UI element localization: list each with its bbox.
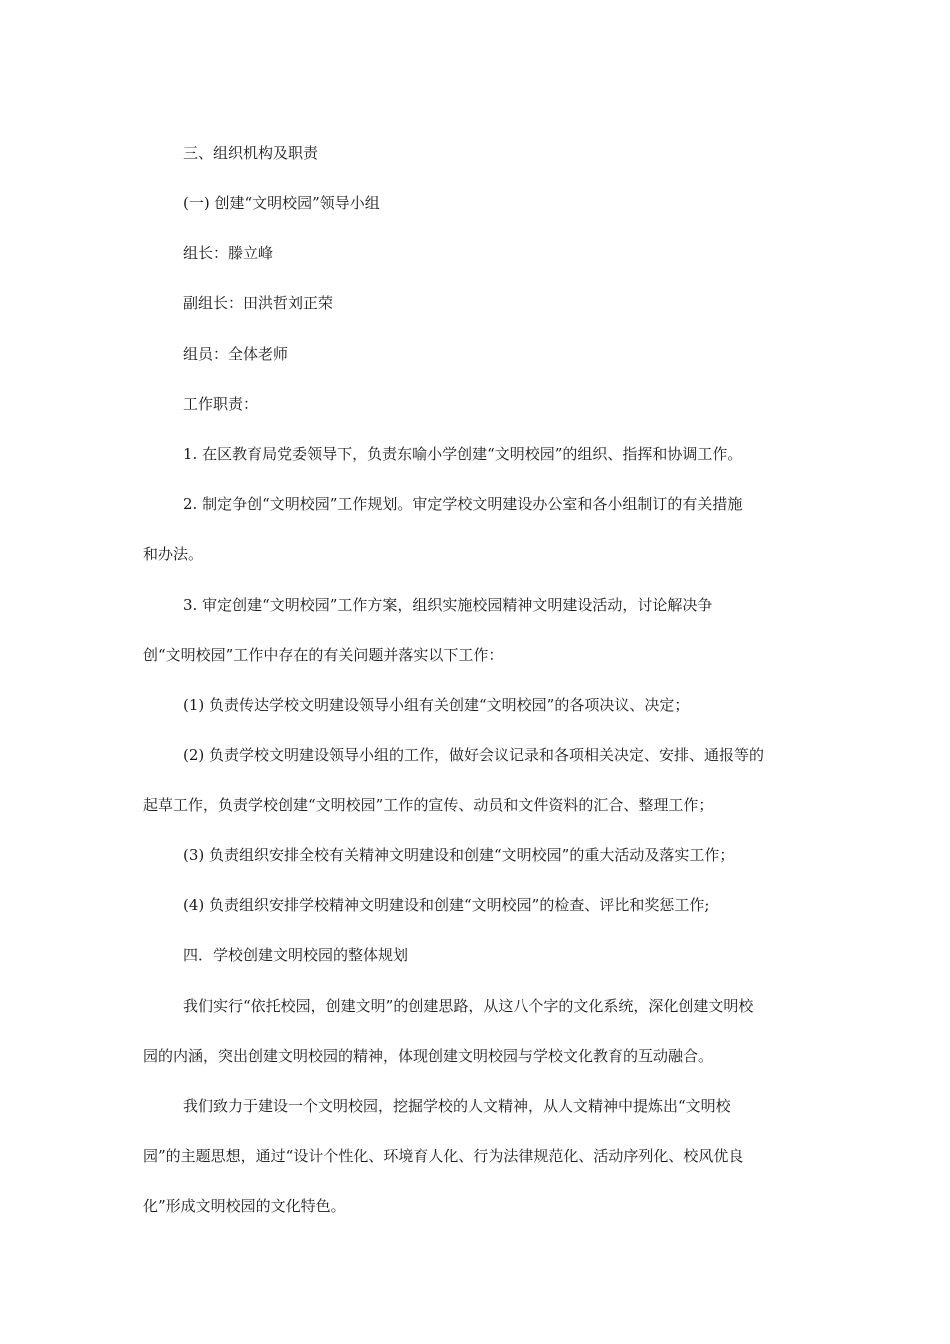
sub-item-1: (1) 负责传达学校文明建设领导小组有关创建“文明校园”的各项决议、决定； — [183, 696, 690, 714]
duty-item-3-line-1: 3. 审定创建“文明校园”工作方案，组织实施校园精神文明建设活动，讨论解决争 — [183, 596, 713, 614]
section-heading-3: 三、组织机构及职责 — [183, 144, 319, 162]
paragraph-1-line-2: 园的内涵，突出创建文明校园的精神，体现创建文明校园与学校文化教育的互动融合。 — [143, 1047, 714, 1065]
duty-item-2-line-2: 和办法。 — [143, 545, 204, 563]
duty-item-2-line-1: 2. 制定争创“文明校园”工作规划。审定学校文明建设办公室和各小组制订的有关措施 — [183, 495, 743, 513]
paragraph-2-line-2: 园”的主题思想，通过“设计个性化、环境育人化、行为法律规范化、活动序列化、校风优良 — [143, 1147, 744, 1165]
sub-item-2-line-1: (2) 负责学校文明建设领导小组的工作，做好会议记录和各项相关决定、安排、通报等的 — [183, 746, 765, 764]
deputy-leader-line: 副组长：田洪哲刘正荣 — [183, 294, 334, 312]
sub-item-4: (4) 负责组织安排学校精神文明建设和创建“文明校园”的检查、评比和奖惩工作; — [183, 896, 710, 914]
duties-label: 工作职责： — [183, 395, 259, 413]
subsection-heading-leadership-group: (一) 创建“文明校园”领导小组 — [183, 194, 380, 212]
group-leader-line: 组长：滕立峰 — [183, 244, 274, 262]
sub-item-2-line-2: 起草工作，负责学校创建“文明校园”工作的宣传、动员和文件资料的汇合、整理工作； — [143, 796, 714, 814]
duty-item-1: 1. 在区教育局党委领导下，负责东喻小学创建“文明校园”的组织、指挥和协调工作。 — [183, 445, 743, 463]
members-line: 组员：全体老师 — [183, 345, 289, 363]
section-heading-4: 四．学校创建文明校园的整体规划 — [183, 946, 409, 964]
paragraph-2-line-1: 我们致力于建设一个文明校园，挖掘学校的人文精神，从人文精神中提炼出“文明校 — [183, 1097, 731, 1115]
paragraph-2-line-3: 化”形成文明校园的文化特色。 — [143, 1197, 346, 1215]
sub-item-3: (3) 负责组织安排全校有关精神文明建设和创建“文明校园”的重大活动及落实工作； — [183, 846, 735, 864]
duty-item-3-line-2: 创“文明校园”工作中存在的有关问题并落实以下工作： — [143, 646, 504, 664]
paragraph-1-line-1: 我们实行“依托校园，创建文明”的创建思路，从这八个字的文化系统，深化创建文明校 — [183, 997, 754, 1015]
